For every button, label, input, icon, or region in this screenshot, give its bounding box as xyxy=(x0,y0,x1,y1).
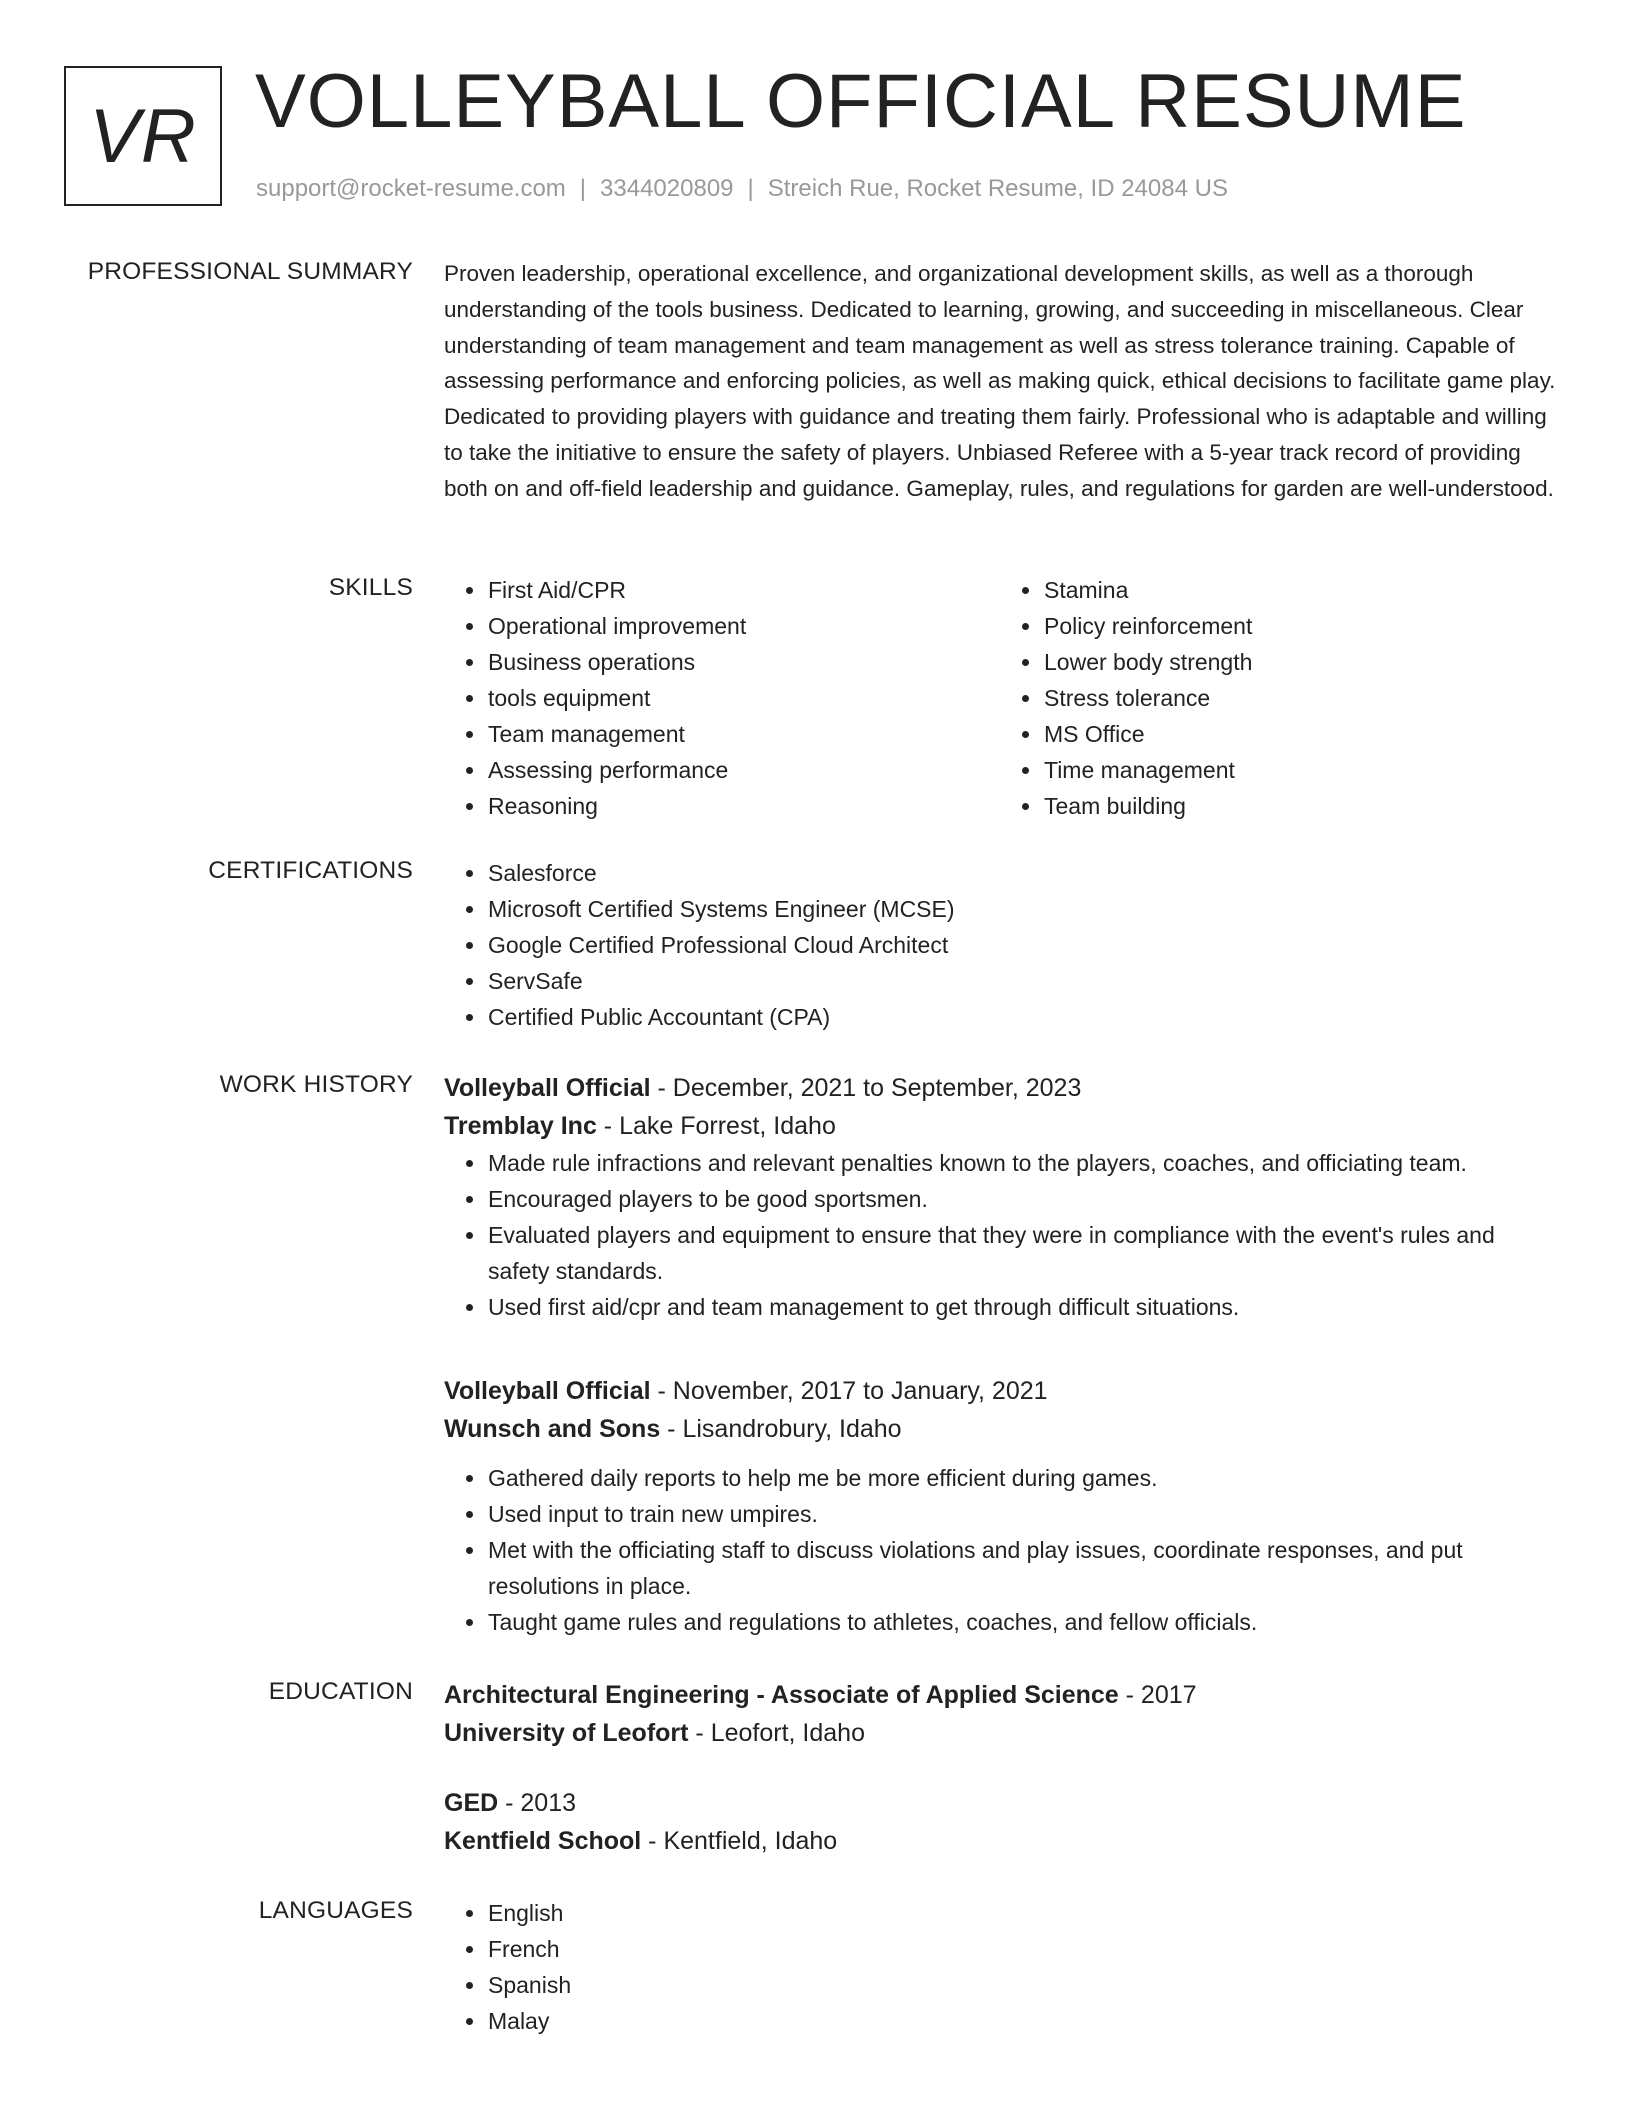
skill-item: • First Aid/CPR xyxy=(487,572,1000,608)
certification-item: • ServSafe xyxy=(487,963,1556,999)
education-heading: EDUCATION xyxy=(268,1678,413,1705)
job-company-line xyxy=(444,1107,1556,1145)
job-entry xyxy=(444,1372,1556,1640)
contact-address: Streich Rue, Rocket Resume, ID 24084 US xyxy=(767,175,1228,202)
skills-list-left xyxy=(444,572,1000,824)
job-location: - Lake Forrest, Idaho xyxy=(596,1112,836,1140)
language-item: • English xyxy=(487,1895,1556,1931)
job-bullet: • Evaluated players and equipment to ensure that they were in compliance with the event's rules and safety standards. xyxy=(487,1217,1556,1289)
skill-item: • Policy reinforcement xyxy=(1043,608,1556,644)
job-bullet: • Gathered daily reports to help me be more efficient during games. xyxy=(487,1460,1556,1496)
job-title-line xyxy=(444,1069,1556,1107)
job-company: Tremblay Inc xyxy=(444,1112,597,1140)
language-item: • French xyxy=(487,1931,1556,1967)
skill-item: • Team management xyxy=(487,716,1000,752)
contact-separator: | xyxy=(579,175,587,202)
education-degree-line xyxy=(444,1784,1556,1822)
job-title: Volleyball Official xyxy=(444,1377,651,1405)
education-school-line xyxy=(444,1822,1556,1860)
job-bullet: • Encouraged players to be good sportsmen. xyxy=(487,1181,1556,1217)
job-bullet: • Met with the officiating staff to discuss violations and play issues, coordinate responses, and put resolutions in place. xyxy=(487,1532,1556,1604)
monogram-logo: VR xyxy=(64,66,222,206)
certifications-heading: CERTIFICATIONS xyxy=(208,857,413,884)
education-school: University of Leofort xyxy=(444,1719,689,1747)
job-title-line xyxy=(444,1372,1556,1410)
skills-heading: SKILLS xyxy=(328,574,413,601)
skill-item: • Team building xyxy=(1043,788,1556,824)
certification-item: • Salesforce xyxy=(487,855,1556,891)
skill-item: • Lower body strength xyxy=(1043,644,1556,680)
skill-item: • tools equipment xyxy=(487,680,1000,716)
job-bullet: • Made rule infractions and relevant penalties known to the players, coaches, and officiating team. xyxy=(487,1145,1556,1181)
skill-item: • Stamina xyxy=(1043,572,1556,608)
education-year: - 2017 xyxy=(1118,1681,1197,1709)
job-bullets xyxy=(444,1460,1556,1640)
certification-item: • Microsoft Certified Systems Engineer (MCSE) xyxy=(487,891,1556,927)
skill-item: • Stress tolerance xyxy=(1043,680,1556,716)
skill-item: • Time management xyxy=(1043,752,1556,788)
skill-item: • Assessing performance xyxy=(487,752,1000,788)
certifications-list xyxy=(444,855,1556,1035)
education-entry xyxy=(444,1784,1556,1860)
contact-separator: | xyxy=(747,175,754,202)
education-location: - Kentfield, Idaho xyxy=(641,1827,838,1855)
languages-heading: LANGUAGES xyxy=(258,1897,413,1924)
education-degree: Architectural Engineering - Associate of Applied Science xyxy=(444,1681,1119,1709)
resume-title: VOLLEYBALL OFFICIAL RESUME xyxy=(255,59,1467,144)
job-title: Volleyball Official xyxy=(444,1074,651,1102)
education-degree: GED xyxy=(444,1789,499,1817)
job-bullet: • Taught game rules and regulations to athletes, coaches, and fellow officials. xyxy=(487,1604,1556,1640)
work-history-heading: WORK HISTORY xyxy=(219,1071,413,1098)
job-location: - Lisandrobury, Idaho xyxy=(660,1415,902,1443)
skill-item: • Business operations xyxy=(487,644,1000,680)
job-bullets xyxy=(444,1145,1556,1325)
language-item: • Malay xyxy=(487,2003,1556,2039)
contact-phone: 3344020809 xyxy=(600,175,734,202)
education-degree-line xyxy=(444,1676,1556,1714)
skills-list-right xyxy=(1000,572,1556,824)
contact-line xyxy=(256,175,1228,203)
certification-item: • Certified Public Accountant (CPA) xyxy=(487,999,1556,1035)
language-item: • Spanish xyxy=(487,1967,1556,2003)
job-entry xyxy=(444,1069,1556,1325)
job-dates: - November, 2017 to January, 2021 xyxy=(650,1377,1048,1405)
summary-heading: PROFESSIONAL SUMMARY xyxy=(87,258,413,285)
skill-item: • Reasoning xyxy=(487,788,1000,824)
languages-list xyxy=(444,1895,1556,2039)
education-school-line xyxy=(444,1714,1556,1752)
job-company: Wunsch and Sons xyxy=(444,1415,661,1443)
skill-item: • Operational improvement xyxy=(487,608,1000,644)
education-location: - Leofort, Idaho xyxy=(688,1719,865,1747)
education-school: Kentfield School xyxy=(444,1827,642,1855)
education-entry xyxy=(444,1676,1556,1752)
education-year: - 2013 xyxy=(498,1789,577,1817)
contact-email: support@rocket-resume.com xyxy=(256,175,566,202)
job-bullet: • Used input to train new umpires. xyxy=(487,1496,1556,1532)
summary-text: Proven leadership, operational excellence, and organizational development skills, as well as a thorough understanding of the tools business. Dedicated to learning, growing, and succeeding in miscellaneous. Clear understanding of team management and team management as well as stress tolerance training. Capable of assessing performance and enforcing policies, as well as making quick, ethical decisions to facilitate game play. Dedicated to providing players with guidance and treating them fairly. Professional who is adaptable and willing to take the initiative to ensure the safety of players. Unbiased Referee with a 5-year track record of providing both on and off-field leadership and guidance. Gameplay, rules, and regulations for garden are well-understood. xyxy=(444,261,1556,501)
job-bullet: • Used first aid/cpr and team management to get through difficult situations. xyxy=(487,1289,1556,1325)
job-dates: - December, 2021 to September, 2023 xyxy=(650,1074,1082,1102)
certification-item: • Google Certified Professional Cloud Architect xyxy=(487,927,1556,963)
job-company-line xyxy=(444,1410,1556,1448)
skill-item: • MS Office xyxy=(1043,716,1556,752)
